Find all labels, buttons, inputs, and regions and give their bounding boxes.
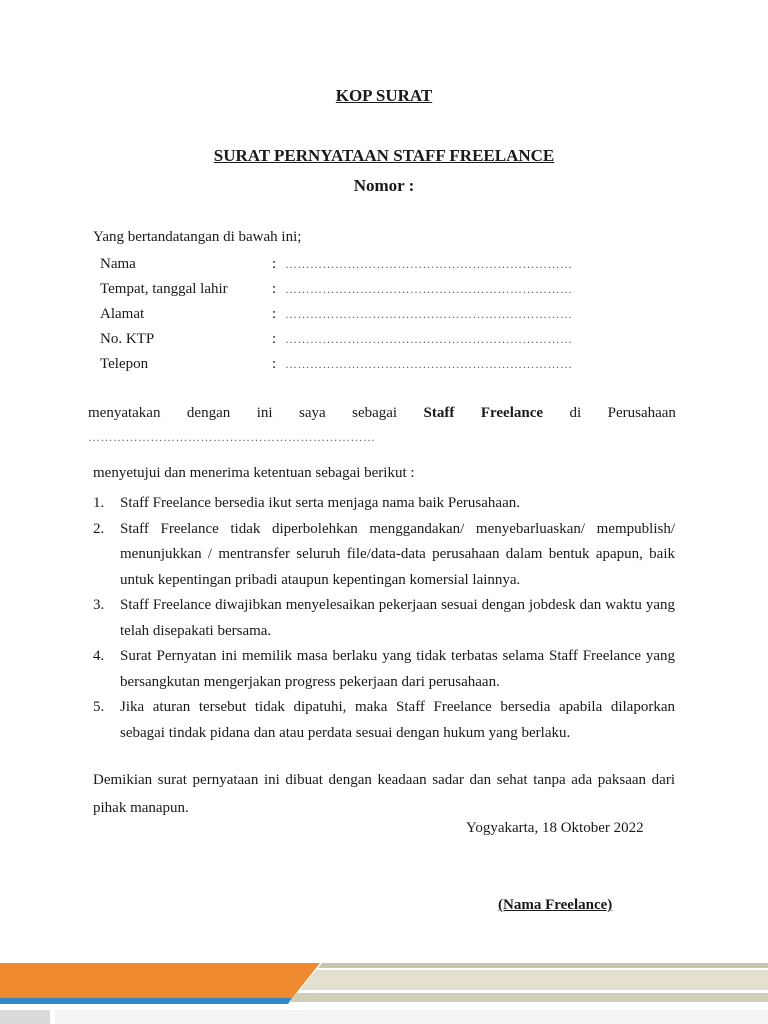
field-row-nama xyxy=(100,254,660,279)
statement-word: menyatakan xyxy=(88,405,161,421)
footer-gray-band xyxy=(290,993,768,1002)
term-number: 3. xyxy=(93,597,105,613)
statement-word: dengan xyxy=(186,405,231,421)
field-blank: …………………………………………………………… xyxy=(285,357,573,371)
statement-role-word: Freelance xyxy=(480,405,544,421)
term-text: Surat Pernyatan ini memilik masa berlaku yang tidak terbatas selama Staff Freelance yang bersangkutan mengerjakan progress pekerjaan dari perusahaan. xyxy=(120,648,675,690)
statement-word: sebagai xyxy=(352,405,398,421)
field-colon: : xyxy=(272,281,277,297)
statement-word: di xyxy=(569,405,582,421)
field-colon: : xyxy=(272,256,277,272)
terms-list xyxy=(93,491,675,746)
field-colon: : xyxy=(272,356,277,372)
field-blank: …………………………………………………………… xyxy=(285,282,573,296)
field-blank: …………………………………………………………… xyxy=(285,332,573,346)
field-blank: …………………………………………………………… xyxy=(285,307,573,321)
footer-light-band xyxy=(300,970,768,990)
term-item xyxy=(93,644,675,695)
footer-light-strip xyxy=(55,1010,768,1024)
term-number: 2. xyxy=(93,520,105,537)
statement-word: saya xyxy=(299,405,326,421)
company-name-blank: …………………………………………………………… xyxy=(88,430,376,444)
term-item xyxy=(93,491,675,517)
statement-line xyxy=(88,405,676,422)
field-colon: : xyxy=(272,306,277,322)
footer-blue-stripe xyxy=(0,998,292,1004)
field-label: Alamat xyxy=(100,306,145,322)
field-colon: : xyxy=(272,331,277,347)
footer-decoration xyxy=(0,960,768,1024)
footer-olive-band xyxy=(318,963,768,968)
field-label: Tempat, tanggal lahir xyxy=(100,281,228,297)
field-row-address xyxy=(100,304,660,329)
term-item xyxy=(93,593,675,644)
letterhead-placeholder: KOP SURAT xyxy=(335,86,433,105)
field-label: Telepon xyxy=(100,356,149,372)
term-text: Jika aturan tersebut tidak dipatuhi, maka Staff Freelance bersedia apabila dilaporkan sebagai tindak pidana dan atau perdata sesuai dengan hukum yang berlaku. xyxy=(120,699,675,741)
document-number: Nomor : xyxy=(353,176,415,195)
place-date: Yogyakarta, 18 Oktober 2022 xyxy=(466,820,644,836)
footer-gray-block xyxy=(0,1010,50,1024)
term-text: Staff Freelance diwajibkan menyelesaikan pekerjaan sesuai dengan jobdesk dan waktu yang telah disepakati bersama. xyxy=(120,597,675,639)
document-title: SURAT PERNYATAAN STAFF FREELANCE xyxy=(213,146,555,165)
statement-word: ini xyxy=(256,405,273,421)
term-text: Staff Freelance bersedia ikut serta menjaga nama baik Perusahaan. xyxy=(120,495,520,511)
field-label: No. KTP xyxy=(100,331,155,347)
term-number: 4. xyxy=(93,648,105,664)
closing-paragraph: Demikian surat pernyataan ini dibuat dengan keadaan sadar dan sehat tanpa ada paksaan dari pihak manapun. xyxy=(93,772,675,816)
footer-orange-band xyxy=(0,963,320,1001)
term-item xyxy=(93,695,675,746)
agreement-intro: menyetujui dan menerima ketentuan sebagai berikut : xyxy=(93,465,415,481)
signer-name: (Nama Freelance) xyxy=(498,897,613,913)
statement-word: Perusahaan xyxy=(607,405,676,421)
identity-fields xyxy=(100,254,660,379)
term-number: 5. xyxy=(93,699,105,715)
field-blank: …………………………………………………………… xyxy=(285,257,573,271)
term-item xyxy=(93,517,675,594)
term-text: Staff Freelance tidak diperbolehkan menggandakan/ menyebarluaskan/ mempublish/ menunjukkan / mentransfer seluruh file/data-data perusahaan dalam bentuk apapun, baik untuk kepentingan pribadi ataupun kepentingan komersial lainnya. xyxy=(120,520,675,588)
field-row-ktp xyxy=(100,329,660,354)
term-number: 1. xyxy=(93,495,105,511)
field-row-phone xyxy=(100,354,660,379)
field-row-birth xyxy=(100,279,660,304)
statement-role-word: Staff xyxy=(423,405,455,421)
field-label: Nama xyxy=(100,256,136,272)
intro-text: Yang bertandatangan di bawah ini; xyxy=(93,229,302,245)
